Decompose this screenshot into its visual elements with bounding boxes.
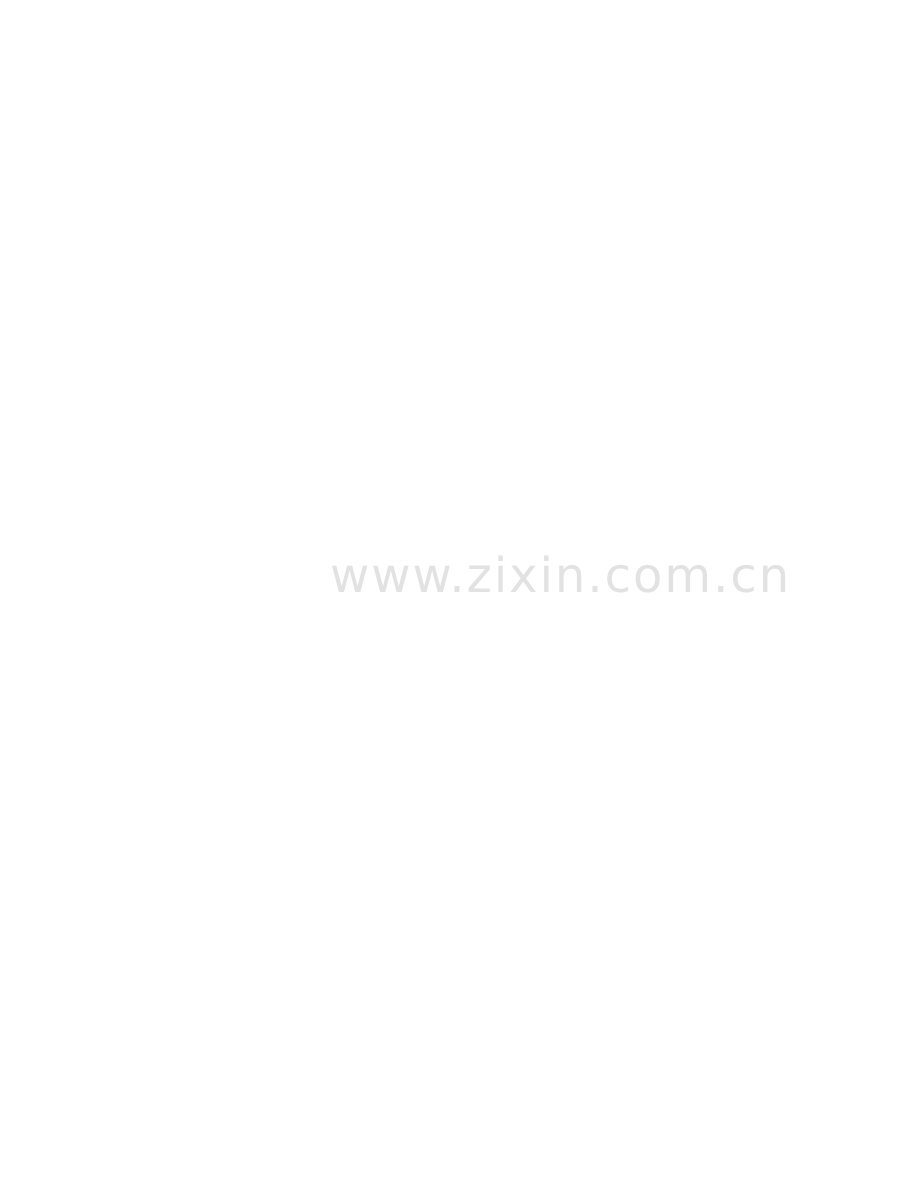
- watermark-text: www.zixin.com.cn: [330, 548, 792, 604]
- document-body: [136, 182, 784, 208]
